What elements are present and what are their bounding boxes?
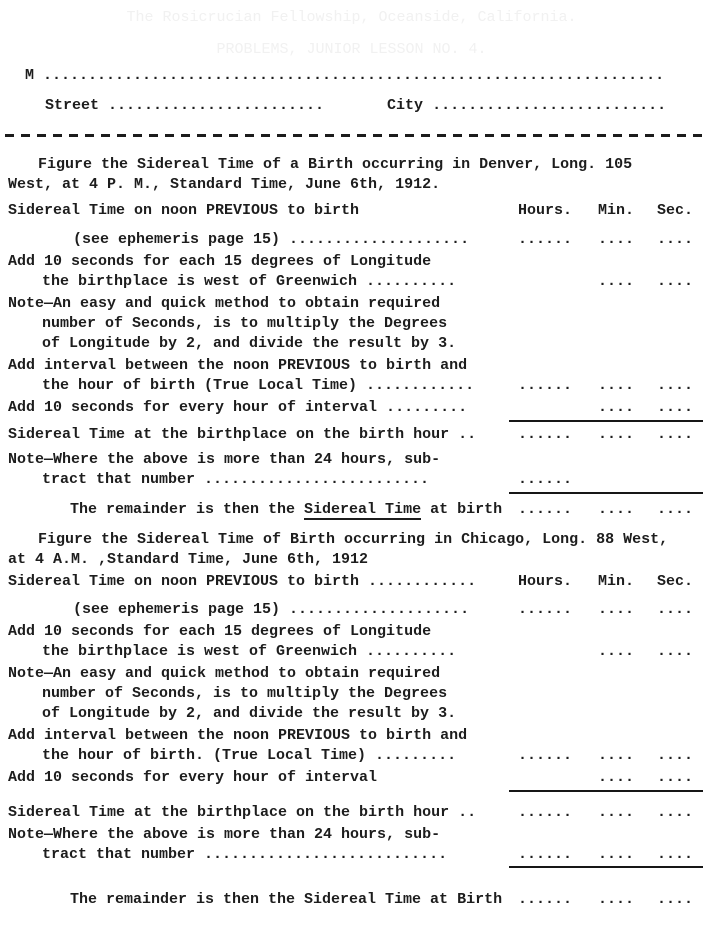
sec-blank: .... [656,891,693,908]
sec-blank: .... [656,804,693,821]
min-blank: .... [597,846,634,863]
hours-blank: ...... [517,891,572,908]
column-header-hours: Hours. [517,573,572,590]
column-header-hours: Hours. [517,202,572,219]
min-blank: .... [597,399,634,416]
problem2-intro-line2: at 4 A.M. ,Standard Time, June 6th, 1912 [8,551,369,568]
row-label: (see ephemeris page 15) .................... [73,601,470,618]
min-blank: .... [597,804,634,821]
note-quick-method-line3: of Longitude by 2, and divide the result by 3. [42,335,457,352]
row-ephemeris [0,230,703,250]
problem1-intro-line2: West, at 4 P. M., Standard Time, June 6th, 1912. [8,176,441,193]
problem1-intro-line1: Figure the Sidereal Time of a Birth occurring in Denver, Long. 105 [38,156,633,173]
row-label: the hour of birth (True Local Time) ............ [42,377,475,394]
sum-rule [509,492,703,494]
street-city-blank-line: Street ........................ City .......................... [45,97,667,114]
name-blank-line: M ..................................................................... [25,67,665,84]
note-quick-method-line2: number of Seconds, is to multiply the Degrees [42,685,448,702]
min-blank: .... [597,501,634,518]
hours-blank: ...... [517,804,572,821]
min-blank: .... [597,643,634,660]
row-add-interval-line2 [0,376,703,396]
row-label: the birthplace is west of Greenwich .......... [42,643,457,660]
row-add-10-seconds-hour [0,768,703,788]
note-subtract-line1: Note—Where the above is more than 24 hours, sub- [8,826,441,843]
row-greenwich [0,642,703,662]
sec-blank: .... [656,231,693,248]
remainder-text: at birth [421,501,503,518]
sum-rule [509,790,703,792]
row-sidereal-birth-hour [0,803,703,823]
min-blank: .... [597,377,634,394]
hours-blank: ...... [517,231,572,248]
row-add-10-seconds-hour [0,398,703,418]
min-blank: .... [597,426,634,443]
hours-blank: ...... [517,601,572,618]
note-subtract-line1: Note—Where the above is more than 24 hours, sub- [8,451,441,468]
sec-blank: .... [656,846,693,863]
min-blank: .... [597,273,634,290]
row-label: Add 10 seconds for every hour of interval ......... [8,399,468,416]
row-add-interval-line1: Add interval between the noon PREVIOUS to birth and [8,727,468,744]
sec-blank: .... [656,601,693,618]
hours-blank [505,768,585,788]
hours-blank [505,272,585,292]
row-label: Add 10 seconds for every hour of interval [8,769,378,786]
note-quick-method-line1: Note—An easy and quick method to obtain required [8,665,441,682]
min-blank: .... [597,769,634,786]
row-sidereal-birth-hour [0,425,703,445]
row-add-interval-line2 [0,746,703,766]
column-header-sec: Sec. [656,202,693,219]
column-header-min: Min. [597,573,634,590]
row-greenwich [0,272,703,292]
note-subtract-line2 [0,845,703,865]
remainder-underlined-text: Sidereal Time [304,501,422,518]
hours-blank: ...... [517,471,572,488]
min-blank: .... [597,891,634,908]
row-label: tract that number ......................... [42,471,430,488]
remainder-text: The remainder is then the [70,501,305,518]
hours-blank [505,642,585,662]
row-add-10-seconds-degrees: Add 10 seconds for each 15 degrees of Longitude [8,253,432,270]
sec-blank: .... [656,501,693,518]
min-blank: .... [597,601,634,618]
row-sidereal-noon [0,201,703,221]
hours-blank: ...... [517,377,572,394]
note-quick-method-line3: of Longitude by 2, and divide the result by 3. [42,705,457,722]
ghost-lesson-title: PROBLEMS, JUNIOR LESSON NO. 4. [216,41,487,58]
note-quick-method-line1: Note—An easy and quick method to obtain required [8,295,441,312]
sec-blank: .... [656,643,693,660]
row-label: The remainder is then the Sidereal Time at Birth [70,891,503,908]
row-add-interval-line1: Add interval between the noon PREVIOUS to birth and [8,357,468,374]
hours-blank: ...... [517,846,572,863]
row-remainder [0,500,703,520]
row-label: the birthplace is west of Greenwich .......... [42,273,457,290]
hours-blank: ...... [517,747,572,764]
hours-blank: ...... [517,501,572,518]
note-subtract-line2 [0,470,703,490]
column-header-sec: Sec. [656,573,693,590]
sec-blank: .... [656,747,693,764]
row-label [0,500,505,520]
row-remainder [0,890,703,910]
sum-rule [509,420,703,422]
column-header-min: Min. [597,202,634,219]
row-ephemeris [0,600,703,620]
row-label: tract that number ........................... [42,846,448,863]
hours-blank [505,398,585,418]
row-add-10-seconds-degrees: Add 10 seconds for each 15 degrees of Longitude [8,623,432,640]
row-label: Sidereal Time at the birthplace on the birth hour .. [8,426,477,443]
problem2-intro-line1: Figure the Sidereal Time of Birth occurring in Chicago, Long. 88 West, [38,531,669,548]
sum-rule [509,866,703,868]
ghost-publisher-line: The Rosicrucian Fellowship, Oceanside, California. [126,9,577,26]
row-label: Sidereal Time on noon PREVIOUS to birth [8,202,360,219]
sec-blank: .... [656,399,693,416]
min-blank [585,470,647,490]
dashed-divider [5,134,703,137]
row-sidereal-noon [0,572,703,592]
hours-blank: ...... [517,426,572,443]
min-blank: .... [597,747,634,764]
row-label: Sidereal Time at the birthplace on the birth hour .. [8,804,477,821]
sec-blank: .... [656,273,693,290]
row-label: the hour of birth. (True Local Time) ......... [42,747,457,764]
row-label: (see ephemeris page 15) .................... [73,231,470,248]
sec-blank: .... [656,377,693,394]
note-quick-method-line2: number of Seconds, is to multiply the Degrees [42,315,448,332]
min-blank: .... [597,231,634,248]
sec-blank [647,470,703,490]
sec-blank: .... [656,426,693,443]
row-label: Sidereal Time on noon PREVIOUS to birth ............ [8,573,477,590]
sec-blank: .... [656,769,693,786]
